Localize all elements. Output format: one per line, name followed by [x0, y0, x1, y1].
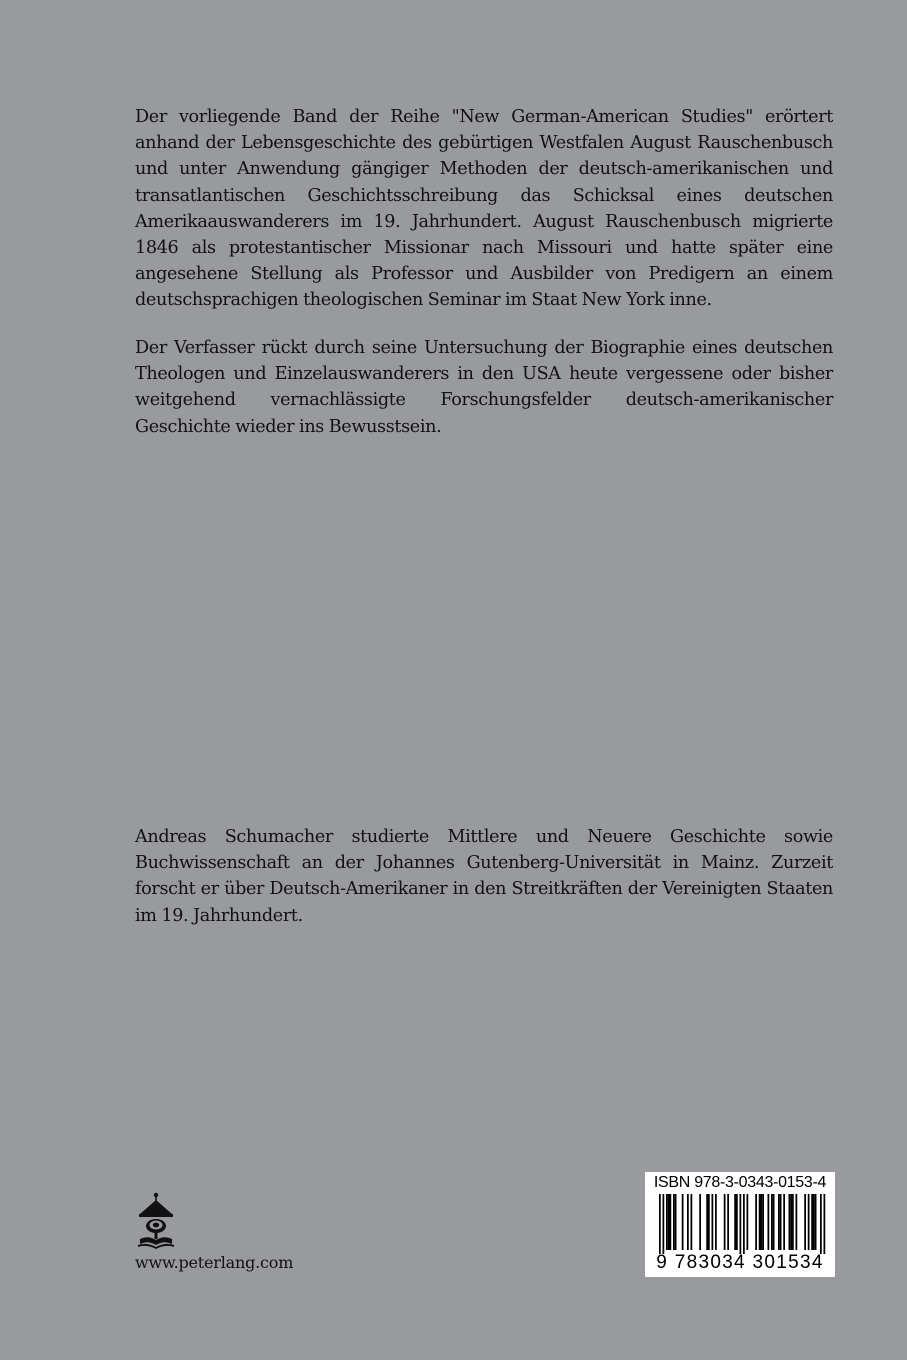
barcode-bar [668, 1194, 670, 1250]
barcode-bar [773, 1194, 775, 1250]
barcode-bar [659, 1194, 661, 1254]
barcode-bar [747, 1194, 749, 1250]
author-bio: Andreas Schumacher studierte Mittlere und Neuere Geschichte sowie Buchwissenschaft an der Johannes Gutenberg-Universität in Mainz. Zurzeit forscht er über Deutsch-Amerikaner in den Streitkräften der Vereinigten Staaten im 19. Jahrhundert. [135, 827, 833, 926]
ean13-barcode-icon [645, 1194, 835, 1254]
barcode-bar [808, 1194, 810, 1250]
barcode-bar [804, 1194, 806, 1250]
barcode-bar [815, 1194, 817, 1250]
isbn-label: ISBN 978-3-0343-0153-4 [653, 1174, 827, 1191]
barcode-bar [734, 1194, 736, 1250]
barcode-bar [691, 1194, 693, 1250]
barcode-bar [708, 1194, 710, 1250]
barcode-bar [673, 1194, 675, 1250]
barcode-bar [771, 1194, 773, 1250]
barcode-bar [783, 1194, 785, 1250]
barcode-bar [755, 1194, 757, 1250]
barcode-bar [724, 1194, 726, 1250]
barcode-bar [761, 1194, 763, 1250]
barcode-digits: 9 783034 301534 [656, 1252, 824, 1273]
blurb-paragraph-1: Der vorliegende Band der Reihe "New German-American Studies" erörtert anhand der Lebensgeschichte des gebürtigen Westfalen August Rauschenbusch und unter Anwendung gängiger Methoden der deutsch-amerikanischen und transatlantischen Geschichtsschreibung das Schicksal eines deutschen Amerikaauswanderers im 19. Jahrhundert. August Rauschenbusch migrierte 1846 als protestantischer Missionar nach Missouri und hatte später eine angesehene Stellung als Professor und Ausbilder von Predigern an einem deutschsprachigen theologischen Seminar im Staat New York inne. [135, 107, 833, 311]
barcode-bar [740, 1194, 742, 1254]
isbn-barcode [645, 1172, 835, 1277]
barcode-bar [792, 1194, 794, 1250]
barcode-bar [663, 1194, 665, 1254]
barcode-bar [706, 1194, 708, 1250]
barcode-bar [820, 1194, 822, 1254]
barcode-bar [682, 1194, 684, 1250]
barcode-bar [811, 1194, 813, 1250]
barcode-bar [762, 1194, 764, 1250]
barcode-bar [743, 1194, 745, 1254]
peter-lang-logo-icon [135, 1192, 177, 1252]
barcode-bar [813, 1194, 815, 1250]
publisher-website: www.peterlang.com [135, 1253, 294, 1272]
barcode-bar [824, 1194, 826, 1254]
barcode-bar [790, 1194, 792, 1250]
barcode-bar [687, 1194, 689, 1250]
barcode-bar [759, 1194, 761, 1250]
barcode-bar [796, 1194, 798, 1250]
barcode-bar [780, 1194, 782, 1250]
barcode-bar [712, 1194, 714, 1250]
blurb-paragraph-2: Der Verfasser rückt durch seine Untersuchung der Biographie eines deutschen Theologen und Einzelauswanderers in den USA heute vergessene oder bisher weitgehend vernachlässigte Forschungsfelder deutsch-amerikanischer Geschichte wieder ins Bewusstsein. [135, 338, 833, 437]
barcode-bar [715, 1194, 717, 1250]
barcode-bar [768, 1194, 770, 1250]
barcode-bar [670, 1194, 672, 1250]
barcode-bar [736, 1194, 738, 1250]
barcode-bar [675, 1194, 677, 1250]
barcode-bar [699, 1194, 701, 1250]
barcode-bar [789, 1194, 791, 1250]
barcode-bar [778, 1194, 780, 1250]
barcode-bar [666, 1194, 668, 1250]
barcode-bar [727, 1194, 729, 1250]
